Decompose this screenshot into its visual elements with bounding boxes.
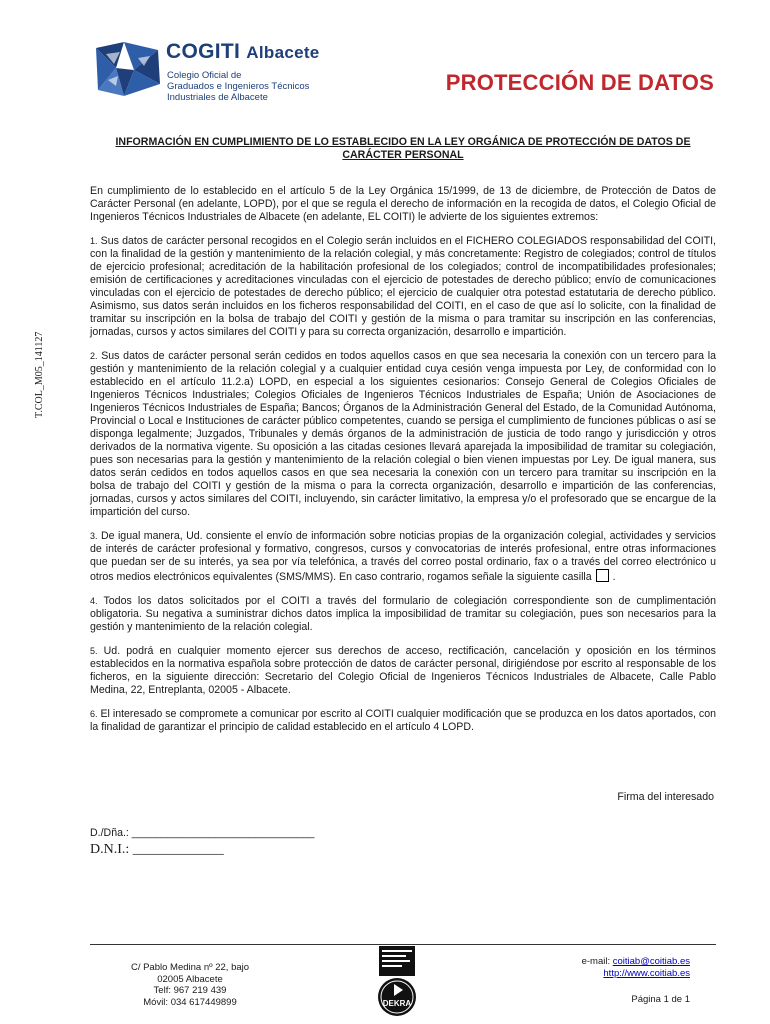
point-3: 3. De igual manera, Ud. consiente el envío de información sobre noticias propias de la organización colegial, actividades y servicios de interés de carácter profesional y formativo, congresos, cursos y convocatorias de interés profesional, entre otras informaciones que puedan ser de su interés, ya sea por vía telefónica, a través del correo postal ordinario, fax o a través del correo electrónico u otros medios electrónicos equivalentes (SMS/MMS). En caso contrario, rogamos señale la siguiente casilla . xyxy=(90,530,716,583)
point-1: 1. Sus datos de carácter personal recogidos en el Colegio serán incluidos en el FICHERO COLEGIADOS responsabilidad del COITI, con la finalidad de la gestión y mantenimiento de la relación colegial, y más concretamente: Registro de colegiados; control de títulos de ejercicio profesional; acreditación de la habilitación profesional de los colegiados; control de incompatibilidades profesionales; emisión de certificaciones y acreditaciones vinculadas con el ejercicio de potestades de derecho público; envío de comunicaciones vinculadas con el ejercicio de potestades de derecho público; el ejercicio de cualquier otra potestad estatutaria de derecho público. Asimismo, sus datos serán incluidos en los ficheros responsabilidad del COITI, en el caso de que así lo solicite, con la finalidad de tramitar su inscripción en la bolsa de trabajo del COITI y gestión de la misma o para tramitar su inscripción en las conferencias, jornadas, cursos y actos similares del COITI y para su correcta organización, desarrollo e impartición. xyxy=(90,235,716,338)
document-title: PROTECCIÓN DE DATOS xyxy=(445,70,714,95)
signature-label: Firma del interesado xyxy=(617,791,714,803)
email-link[interactable]: coitiab@coitiab.es xyxy=(612,956,690,967)
email-line: e-mail: coitiab@coitiab.es xyxy=(581,956,690,967)
dni-field[interactable]: D.N.I.: _____________ xyxy=(90,842,224,857)
cogiti-emblem-icon xyxy=(94,40,162,100)
document-code: T.COL_M05_141127 xyxy=(34,331,45,418)
footer-contact xyxy=(582,956,690,979)
logo-title: COGITI Albacete xyxy=(166,40,320,63)
page-number: Página 1 de 1 xyxy=(631,994,690,1005)
footer-address: C/ Pablo Medina nº 22, bajo 02005 Albacete Telf: 967 219 439 Móvil: 034 617449899 xyxy=(130,962,250,1008)
point-6: 6. El interesado se compromete a comunicar por escrito al COITI cualquier modificación que se produzca en los datos aportados, con la finalidad de garantizar el principio de calidad establecido en el artículo 4 LOPD. xyxy=(90,708,716,733)
website-link[interactable]: http://www.coitiab.es xyxy=(603,967,690,979)
name-field[interactable]: D./Dña.: _______________________________ xyxy=(90,827,315,839)
point-5: 5. Ud. podrá en cualquier momento ejercer sus derechos de acceso, rectificación, cancelación y oposición en los términos establecidos en la normativa española sobre protección de datos de carácter personal, dirigiéndose por escrito al responsable de los ficheros, en la siguiente dirección: Secretario del Colegio Oficial de Ingenieros Técnicos Industriales de Albacete, Calle Pablo Medina, 22, Entreplanta, 02005 - Albacete. xyxy=(90,645,716,696)
logo-subtitle: Colegio Oficial de Graduados e Ingenieros Técnicos Industriales de Albacete xyxy=(167,70,310,103)
document-body xyxy=(90,185,716,745)
intro-paragraph: En cumplimiento de lo establecido en el artículo 5 de la Ley Orgánica 15/1999, de 13 de diciembre, de Protección de Datos de Carácter Personal (en adelante, LOPD), por el que se regula el derecho de información en la recogida de datos, el Colegio Oficial de Ingenieros Técnicos Industriales de Albacete (en adelante, EL COITI) le advierte de los siguientes extremos: xyxy=(90,185,716,223)
point-4: 4. Todos los datos solicitados por el COITI a través del formulario de colegiación correspondiente son de cumplimentación obligatoria. Su negativa a suministrar dichos datos implica la imposibilidad de tramitar su colegiación, pues son necesarios para la gestión y mantenimiento de la relación colegial. xyxy=(90,595,716,633)
section-subtitle: INFORMACIÓN EN CUMPLIMIENTO DE LO ESTABLECIDO EN LA LEY ORGÁNICA DE PROTECCIÓN DE DATOS DE CARÁCTER PERSONAL xyxy=(115,136,691,161)
dekra-certification-icon xyxy=(376,944,418,1019)
point-2: 2. Sus datos de carácter personal serán cedidos en todos aquellos casos en que sea necesaria la conexión con un tercero para la gestión y mantenimiento de la relación colegial y a cualquier entidad cuya cesión venga impuesta por Ley, de conformidad con lo establecido en el artículo 11.2.a) LOPD, en especial a los siguientes cesionarios: Consejo General de Colegios Oficiales de Ingenieros Técnicos Industriales; Colegios Oficiales de Ingenieros Técnicos Industriales de España; Unión de Asociaciones de Ingenieros Técnicos Industriales de España; Bancos; Órganos de la Administración General del Estado, de la Comunidad Autónoma, Provincial o Local e Instituciones de carácter público competentes, cuando se persiga el cumplimiento de funciones públicas o así se disponga legalmente; Juzgados, Tribunales y demás órganos de la administración de justicia de todo rango y jurisdicción y otros derivados de la normativa vigente. Su oposición a las citadas cesiones llevará aparejada la imposibilidad de tramitar su colegiación, pues son necesarias para la gestión y mantenimiento de la relación colegial o bien vienen impuestas por Ley. De igual manera, sus datos serán cedidos en todos aquellos casos en que sea necesaria la conexión con un tercero para tramitar su inscripción en la bolsa de trabajo del COITI y gestión de la misma o para la correcta organización, desarrollo e impartición de las conferencias, jornadas, cursos y actos similares del COITI, incluyendo, sin carácter limitativo, la empresa y/o el profesorado que se encargue de la impartición del curso. xyxy=(90,350,716,518)
dekra-label: DEKRA xyxy=(382,999,412,1008)
opt-out-checkbox[interactable] xyxy=(596,569,609,582)
